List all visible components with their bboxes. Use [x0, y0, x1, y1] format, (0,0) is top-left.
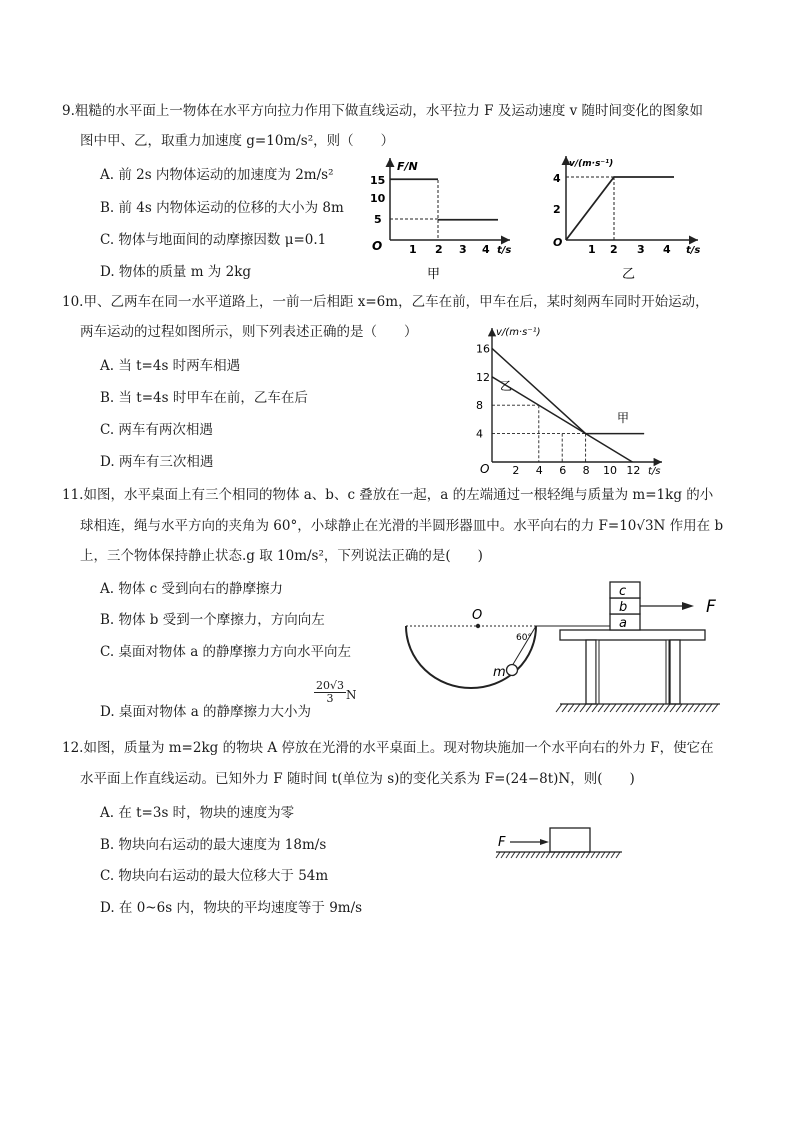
table-leg-left-inner	[596, 640, 599, 704]
q11-option-a[interactable]: A. 物体 c 受到向右的静摩擦力	[100, 581, 283, 597]
table-leg-right-inner	[666, 640, 669, 704]
hatch-stroke	[694, 704, 700, 712]
table-top	[560, 630, 705, 640]
hatch-stroke	[601, 852, 605, 858]
hatch-stroke	[596, 852, 600, 858]
jia-caption: 甲	[427, 267, 441, 282]
hatch-stroke	[556, 852, 560, 858]
yi-series-0	[566, 177, 674, 240]
hatch-stroke	[592, 704, 598, 712]
hatch-stroke	[571, 852, 575, 858]
hatch-stroke	[670, 704, 676, 712]
hatch-stroke	[628, 704, 634, 712]
hatch-stroke	[652, 704, 658, 712]
q11-stem-line3: 上，三个物体保持静止状态.g 取 10m/s²，下列说法正确的是( )	[80, 548, 483, 564]
hatch-stroke	[586, 852, 590, 858]
q10-xtick-10: 10	[603, 464, 617, 477]
hatch-stroke	[611, 852, 615, 858]
hatch-stroke	[646, 704, 652, 712]
label-angle: 60°	[516, 633, 532, 643]
q10-xtick-2: 2	[512, 464, 520, 477]
hatch-stroke	[616, 704, 622, 712]
hatch-stroke	[634, 704, 640, 712]
q9-graph-yi	[548, 152, 708, 284]
q11-figure	[400, 578, 750, 724]
q10-xtick-4: 4	[535, 464, 543, 477]
q11-frac-numerator: 20√3	[316, 679, 345, 692]
label-m: m	[493, 665, 506, 680]
hatch-stroke	[566, 852, 570, 858]
q12-ground-hatch	[496, 852, 620, 858]
q10-ytick-4: 4	[476, 427, 483, 441]
hatch-stroke	[496, 852, 500, 858]
jia-ytick-10: 10	[370, 192, 386, 205]
q12-block	[550, 828, 590, 852]
label-b: b	[619, 600, 628, 615]
label-a: a	[619, 616, 627, 631]
hatch-stroke	[622, 704, 628, 712]
jia-xtick-1: 1	[409, 243, 417, 256]
hatch-stroke	[531, 852, 535, 858]
q12-option-a[interactable]: A. 在 t=3s 时，物块的速度为零	[100, 805, 295, 821]
hatch-stroke	[606, 852, 610, 858]
q12-option-b[interactable]: B. 物块向右运动的最大速度为 18m/s	[100, 837, 327, 853]
q10-origin: O	[480, 462, 490, 476]
hatch-stroke	[574, 704, 580, 712]
q10-option-c[interactable]: C. 两车有两次相遇	[100, 422, 213, 438]
hatch-stroke	[616, 852, 620, 858]
q9-option-d[interactable]: D. 物体的质量 m 为 2kg	[100, 264, 252, 280]
q10-xtick-12: 12	[626, 464, 641, 477]
hatch-stroke	[511, 852, 515, 858]
q9-option-c[interactable]: C. 物体与地面间的动摩擦因数 μ=0.1	[100, 232, 327, 248]
hatch-stroke	[682, 704, 688, 712]
yi-ytick-2: 2	[553, 203, 561, 216]
hatch-stroke	[676, 704, 682, 712]
hatch-stroke	[591, 852, 595, 858]
q10-stem-line1: 10.甲、乙两车在同一水平道路上，一前一后相距 x=6m，乙车在前，甲车在后，某时刻两车同时开始运动，	[62, 294, 709, 310]
q9-stem-line2: 图中甲、乙，取重力加速度 g=10m/s²，则（ ）	[80, 133, 395, 149]
hatch-stroke	[658, 704, 664, 712]
jia-xtick-2: 2	[435, 243, 443, 256]
hatch-stroke	[610, 704, 616, 712]
q12-option-d[interactable]: D. 在 0~6s 内，物块的平均速度等于 9m/s	[100, 900, 363, 916]
hatch-stroke	[664, 704, 670, 712]
hatch-stroke	[516, 852, 520, 858]
yi-caption: 乙	[622, 267, 636, 282]
label-F: F	[706, 597, 716, 617]
q12-stem-line1: 12.如图，质量为 m=2kg 的物块 A 停放在光滑的水平桌面上。现对物块施加一个水平向右的外力 F，使它在	[62, 740, 714, 756]
q12-figure	[494, 820, 624, 864]
q11-option-b[interactable]: B. 物体 b 受到一个摩擦力，方向向左	[100, 612, 325, 628]
hatch-stroke	[712, 704, 718, 712]
hatch-stroke	[526, 852, 530, 858]
hatch-stroke	[501, 852, 505, 858]
q9-option-a[interactable]: A. 前 2s 内物体运动的加速度为 2m/s²	[100, 167, 334, 183]
hatch-stroke	[581, 852, 585, 858]
label-O: O	[472, 608, 483, 623]
q10-ytick-12: 12	[476, 370, 490, 384]
q10-option-a[interactable]: A. 当 t=4s 时两车相遇	[100, 358, 241, 374]
table-leg-right	[670, 640, 680, 704]
jia-ylabel: F/N	[397, 160, 418, 173]
yi-xtick-1: 1	[588, 243, 596, 256]
yi-ytick-4: 4	[553, 172, 561, 185]
jia-xtick-3: 3	[459, 243, 467, 256]
hatch-stroke	[551, 852, 555, 858]
q10-graph	[470, 322, 670, 477]
yi-xtick-2: 2	[610, 243, 618, 256]
q10-option-b[interactable]: B. 当 t=4s 时甲车在前，乙车在后	[100, 390, 308, 406]
hatch-stroke	[546, 852, 550, 858]
hatch-stroke	[541, 852, 545, 858]
q9-stem-line1: 9.粗糙的水平面上一物体在水平方向拉力作用下做直线运动，水平拉力 F 及运动速度 v 随时间变化的图象如	[62, 103, 704, 119]
hatch-stroke	[521, 852, 525, 858]
jia-xtick-4: 4	[482, 243, 490, 256]
hatch-stroke	[536, 852, 540, 858]
q12-force-arrowhead	[540, 839, 549, 845]
q10-label-yi: 乙	[500, 379, 513, 393]
yi-xtick-3: 3	[637, 243, 645, 256]
hatch-stroke	[556, 704, 562, 712]
q10-ytick-8: 8	[476, 399, 483, 413]
q11-stem-line2: 球相连，绳与水平方向的夹角为 60°，小球静止在光滑的半圆形器皿中。水平向右的力 F=10√3N 作用在 b	[80, 518, 724, 534]
q11-fraction	[314, 680, 346, 705]
hatch-stroke	[568, 704, 574, 712]
table-leg-left	[586, 640, 596, 704]
hatch-stroke	[562, 704, 568, 712]
q12-stem-line2: 水平面上作直线运动。已知外力 F 随时间 t(单位为 s)的变化关系为 F=(24−8t)N，则( )	[80, 771, 635, 787]
yi-ylabel: v/(m·s⁻¹)	[569, 159, 614, 169]
q9-graph-jia	[360, 152, 510, 284]
jia-ytick-15: 15	[370, 174, 386, 187]
jia-origin: O	[372, 239, 383, 253]
hatch-stroke	[576, 852, 580, 858]
q10-xtick-6: 6	[559, 464, 567, 477]
ground-hatch	[556, 704, 718, 712]
q11-option-c[interactable]: C. 桌面对物体 a 的静摩擦力方向水平向左	[100, 644, 352, 660]
q12-label-F: F	[498, 835, 506, 850]
q11-frac-unit: N	[346, 688, 357, 702]
ball-m	[507, 665, 518, 676]
q11-stem-line1: 11.如图，水平桌面上有三个相同的物体 a、b、c 叠放在一起，a 的左端通过一根轻绳与质量为 m=1kg 的小	[62, 487, 714, 503]
hatch-stroke	[640, 704, 646, 712]
hatch-stroke	[561, 852, 565, 858]
yi-xlabel: t/s	[686, 245, 701, 256]
hatch-stroke	[506, 852, 510, 858]
force-F-arrowhead	[682, 602, 694, 610]
hatch-stroke	[700, 704, 706, 712]
hatch-stroke	[598, 704, 604, 712]
q10-ytick-16: 16	[476, 342, 490, 356]
jia-xlabel: t/s	[497, 245, 512, 256]
label-c: c	[619, 584, 627, 599]
q9-option-b[interactable]: B. 前 4s 内物体运动的位移的大小为 8m	[100, 200, 344, 216]
hatch-stroke	[706, 704, 712, 712]
q10-stem-line2: 两车运动的过程如图所示，则下列表述正确的是（ ）	[80, 324, 418, 340]
hatch-stroke	[604, 704, 610, 712]
yi-xtick-4: 4	[663, 243, 671, 256]
q10-xtick-8: 8	[582, 464, 590, 477]
q10-label-jia: 甲	[617, 411, 630, 425]
q11-frac-denominator: 3	[326, 692, 334, 705]
hatch-stroke	[586, 704, 592, 712]
center-point	[476, 624, 480, 628]
q10-option-d[interactable]: D. 两车有三次相遇	[100, 454, 214, 470]
q10-xlabel: t/s	[648, 466, 661, 477]
q11-option-d[interactable]: D. 桌面对物体 a 的静摩擦力大小为	[100, 704, 312, 720]
hatch-stroke	[580, 704, 586, 712]
q12-option-c[interactable]: C. 物块向右运动的最大位移大于 54m	[100, 868, 329, 884]
jia-ytick-5: 5	[374, 213, 382, 226]
yi-origin: O	[553, 236, 563, 249]
q10-ylabel: v/(m·s⁻¹)	[496, 327, 541, 338]
hatch-stroke	[688, 704, 694, 712]
